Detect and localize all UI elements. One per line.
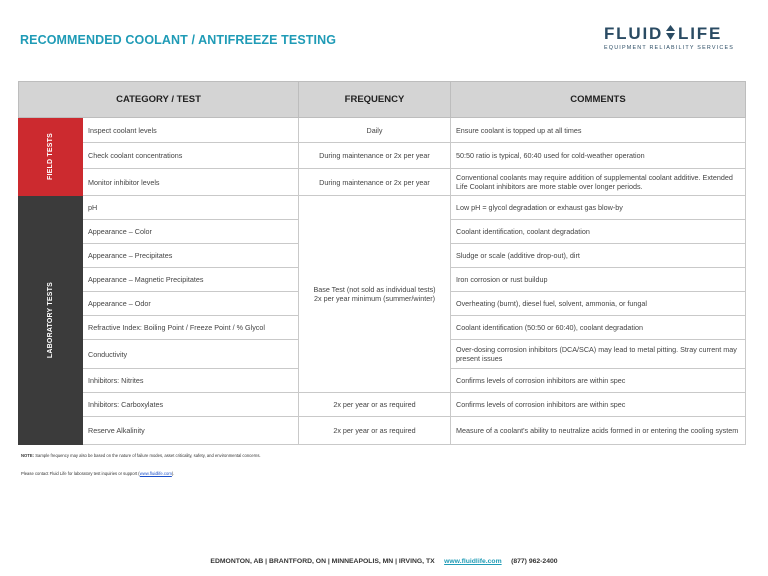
test-cell: pH (83, 196, 299, 220)
page-title: RECOMMENDED COOLANT / ANTIFREEZE TESTING (20, 33, 337, 47)
base-frequency-line2: 2x per year minimum (summer/winter) (313, 294, 435, 303)
base-test-frequency-cell (299, 196, 451, 393)
note-label: NOTE: (21, 453, 35, 458)
logo-text-right: LIFE (678, 24, 723, 43)
test-cell: Appearance – Odor (83, 292, 299, 316)
comment-cell: Over-dosing corrosion inhibitors (DCA/SCA) may lead to metal pitting. Stray current may present issues (451, 340, 746, 369)
frequency-cell: Daily (299, 118, 451, 143)
table-row (19, 417, 746, 445)
contact-note (21, 471, 174, 476)
table-row (19, 196, 746, 220)
comment-cell: Conventional coolants may require addition of supplemental coolant additive. Extended Life Coolant inhibitors are more stable over longer periods. (451, 169, 746, 196)
test-cell: Inspect coolant levels (83, 118, 299, 143)
lab-tests-label: LABORATORY TESTS (47, 281, 54, 359)
table-row (19, 143, 746, 169)
test-cell: Monitor inhibitor levels (83, 169, 299, 196)
test-cell: Inhibitors: Carboxylates (83, 393, 299, 417)
table-header-row (19, 82, 746, 118)
sample-frequency-note (21, 453, 261, 458)
contact-text: Please contact Fluid Life for laboratory test inquiries or support ( (21, 471, 140, 476)
test-cell: Reserve Alkalinity (83, 417, 299, 445)
logo-text-left: FLUID (604, 24, 664, 43)
comment-cell: Ensure coolant is topped up at all times (451, 118, 746, 143)
table-row (19, 169, 746, 196)
fluid-life-logo (604, 24, 750, 51)
test-cell: Inhibitors: Nitrites (83, 369, 299, 393)
header-category-test: CATEGORY / TEST (19, 82, 299, 118)
header-frequency: FREQUENCY (299, 82, 451, 118)
comment-cell: 50:50 ratio is typical, 60:40 used for cold-weather operation (451, 143, 746, 169)
comment-cell: Confirms levels of corrosion inhibitors are within spec (451, 393, 746, 417)
comment-cell: Measure of a coolant's ability to neutralize acids formed in or entering the cooling system (451, 417, 746, 445)
test-cell: Appearance – Color (83, 220, 299, 244)
footer-locations: EDMONTON, AB | BRANTFORD, ON | MINNEAPOLIS, MN | IRVING, TX (210, 558, 435, 565)
logo-wordmark (604, 24, 750, 44)
footer-website-link[interactable]: www.fluidlife.com (444, 558, 502, 565)
comment-cell: Coolant identification (50:50 or 60:40), coolant degradation (451, 316, 746, 340)
field-tests-band (19, 118, 83, 196)
frequency-cell: During maintenance or 2x per year (299, 143, 451, 169)
contact-link[interactable]: www.fluidlife.com (139, 471, 172, 476)
comment-cell: Sludge or scale (additive drop-out), dirt (451, 244, 746, 268)
frequency-cell: 2x per year or as required (299, 417, 451, 445)
table-row (19, 393, 746, 417)
footer-phone: (877) 962-2400 (511, 558, 558, 565)
frequency-cell: During maintenance or 2x per year (299, 169, 451, 196)
comment-cell: Confirms levels of corrosion inhibitors are within spec (451, 369, 746, 393)
contact-end: ). (171, 471, 175, 476)
lab-tests-band (19, 196, 83, 445)
logo-tagline: EQUIPMENT RELIABILITY SERVICES (604, 45, 735, 51)
coolant-testing-table (18, 81, 746, 445)
header-comments: COMMENTS (451, 82, 746, 118)
note-text: Sample frequency may also be based on the nature of failure modes, asset criticality, safety, and environmental concerns. (34, 453, 261, 458)
drop-icon (665, 25, 676, 41)
comment-cell: Coolant identification, coolant degradation (451, 220, 746, 244)
table-row (19, 118, 746, 143)
test-cell: Check coolant concentrations (83, 143, 299, 169)
comment-cell: Overheating (burnt), diesel fuel, solvent, ammonia, or fungal (451, 292, 746, 316)
frequency-cell: 2x per year or as required (299, 393, 451, 417)
test-cell: Appearance – Magnetic Precipitates (83, 268, 299, 292)
test-cell: Refractive Index: Boiling Point / Freeze Point / % Glycol (83, 316, 299, 340)
test-cell: Conductivity (83, 340, 299, 369)
comment-cell: Low pH = glycol degradation or exhaust gas blow-by (451, 196, 746, 220)
comment-cell: Iron corrosion or rust buildup (451, 268, 746, 292)
page-footer (0, 558, 768, 565)
test-cell: Appearance – Precipitates (83, 244, 299, 268)
field-tests-label: FIELD TESTS (47, 133, 54, 180)
base-frequency-line1: Base Test (not sold as individual tests) (313, 285, 436, 294)
